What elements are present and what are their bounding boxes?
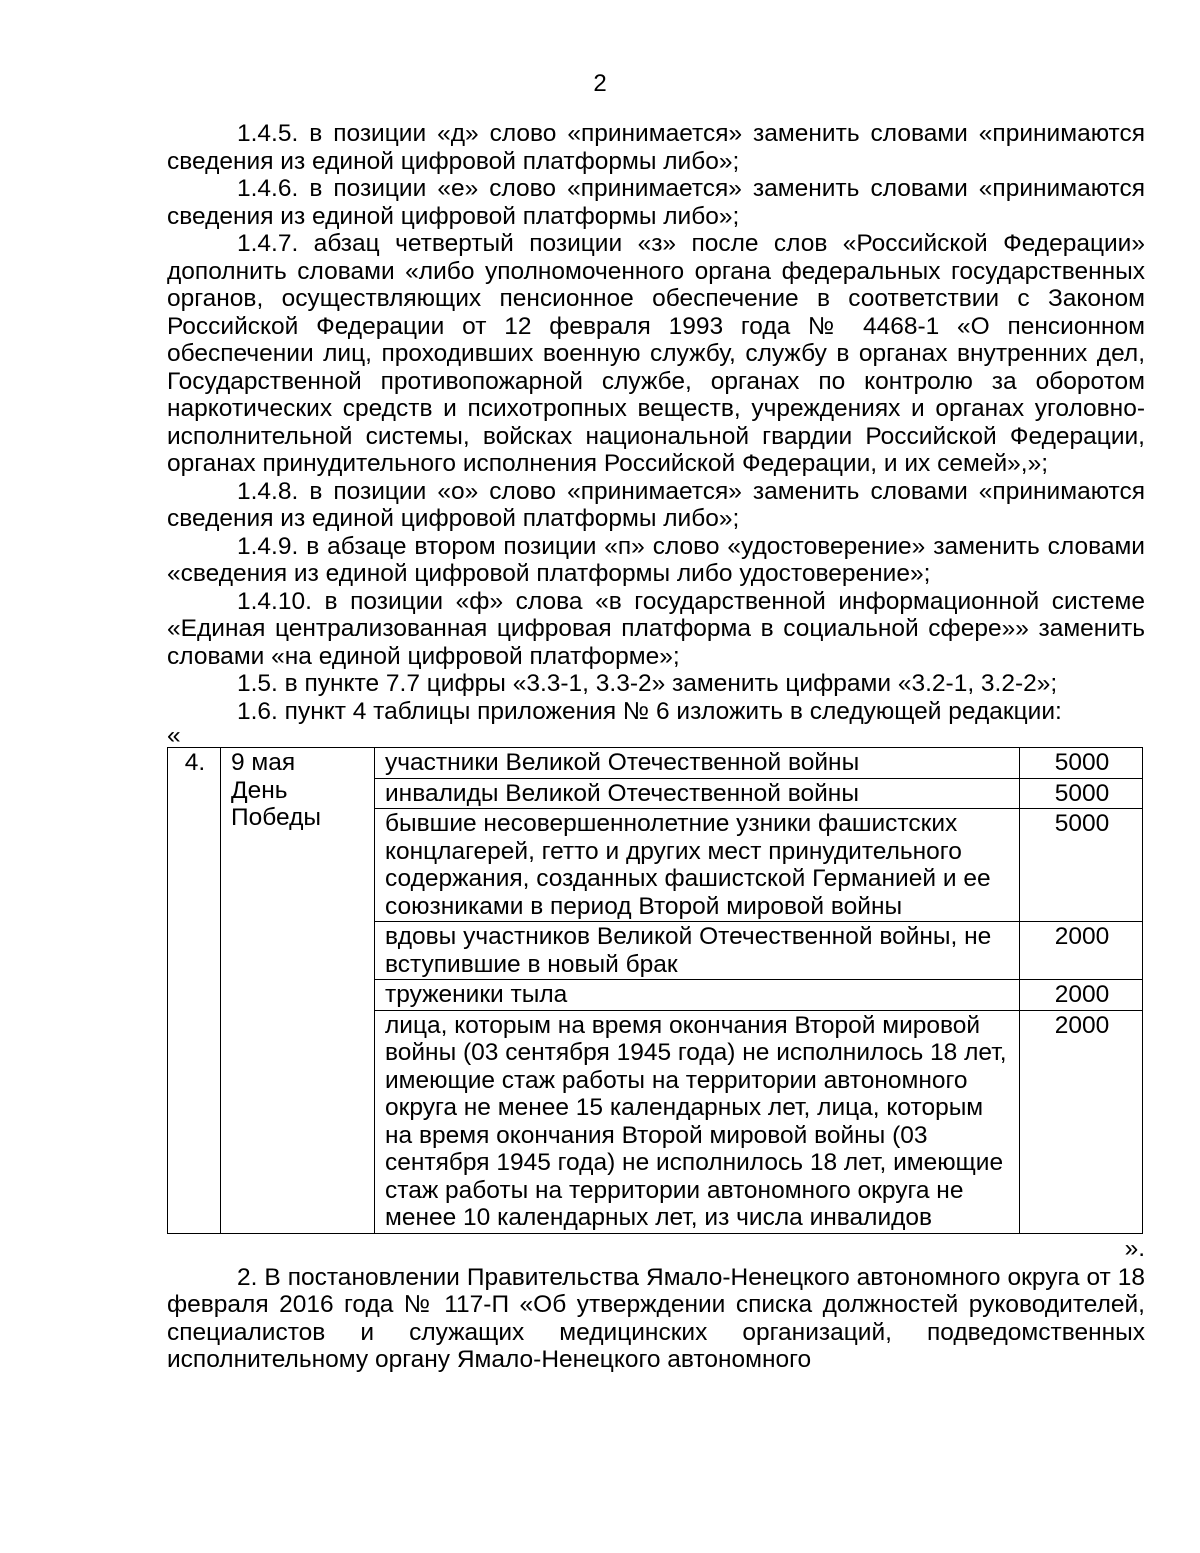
holiday-cell: 9 мая День Победы [221,748,375,1234]
paragraph: 1.5. в пункте 7.7 цифры «3.3-1, 3.3-2» заменить цифрами «3.2-1, 3.2-2»; [237,670,1058,697]
amount-cell: 5000 [1020,778,1143,809]
category-cell: бывшие несовершеннолетние узники фашистских концлагерей, гетто и других мест принудительного содержания, созданных фашистской Германией и ее союзниками в период Второй мировой войны [375,809,1020,922]
paragraphs-after [167,1264,1145,1374]
page-number: 2 [593,70,607,97]
table-row [168,748,1143,779]
category-cell: труженики тыла [375,980,1020,1011]
amount-cell: 5000 [1020,809,1143,922]
paragraph: 2. В постановлении Правительства Ямало-Ненецкого автономного округа от 18 февраля 2016 года № 117-П «Об утверждении списка должностей руководителей, специалистов и служащих медицинских организаций, подведомственных исполнительному органу Ямало-Ненецкого автономного [167,1263,1145,1373]
paragraph: 1.4.6. в позиции «е» слово «принимается» заменить словами «принимаются сведения из единой цифровой платформы либо»; [167,175,1145,230]
amount-cell: 2000 [1020,1010,1143,1233]
paragraph: 1.4.7. абзац четвертый позиции «з» после слов «Российской Федерации» дополнить словами «либо уполномоченного органа федеральных государственных органов, осуществляющих пенсионное обеспечение в соответствии с Законом Российской Федерации от 12 февраля 1993 года № 4468-1 «О пенсионном обеспечении лиц, проходивших военную службу, службу в органах внутренних дел, Государственной противопожарной службе, органах по контролю за оборотом наркотических средств и психотропных веществ, учреждениях и органах уголовно-исполнительной системы, войсках национальной гвардии Российской Федерации, органах принудительного исполнения Российской Федерации, и их семей»,»; [167,230,1145,477]
payments-table [167,747,1143,1234]
paragraphs-before [167,120,1145,725]
opening-quote: « [167,722,181,749]
row-number-cell: 4. [168,748,221,1234]
paragraph: 1.4.5. в позиции «д» слово «принимается» заменить словами «принимаются сведения из единой цифровой платформы либо»; [167,120,1145,175]
amount-cell: 2000 [1020,980,1143,1011]
category-cell: вдовы участников Великой Отечественной войны, не вступившие в новый брак [375,922,1020,980]
paragraph: 1.4.8. в позиции «о» слово «принимается» заменить словами «принимаются сведения из единой цифровой платформы либо»; [167,477,1145,532]
amount-cell: 2000 [1020,922,1143,980]
amount-cell: 5000 [1020,748,1143,779]
category-cell: участники Великой Отечественной войны [375,748,1020,779]
paragraph: 1.4.9. в абзаце втором позиции «п» слово «удостоверение» заменить словами «сведения из единой цифровой платформы либо удостоверение»; [167,532,1145,587]
paragraph: 1.4.10. в позиции «ф» слова «в государственной информационной системе «Единая централизованная цифровая платформа в социальной сфере»» заменить словами «на единой цифровой платформе»; [167,587,1145,670]
closing-quote: ». [1124,1234,1145,1262]
category-cell: инвалиды Великой Отечественной войны [375,778,1020,809]
paragraph: 1.6. пункт 4 таблицы приложения № 6 изложить в следующей редакции: [237,697,1062,725]
category-cell: лица, которым на время окончания Второй мировой войны (03 сентября 1945 года) не исполнилось 18 лет, имеющие стаж работы на территории автономного округа не менее 15 календарных лет, лица, которым на время окончания Второй мировой войны (03 сентября 1945 года) не исполнилось 18 лет, имеющие стаж работы на территории автономного округа не менее 10 календарных лет, из числа инвалидов [375,1010,1020,1233]
document-body [167,120,1145,1374]
